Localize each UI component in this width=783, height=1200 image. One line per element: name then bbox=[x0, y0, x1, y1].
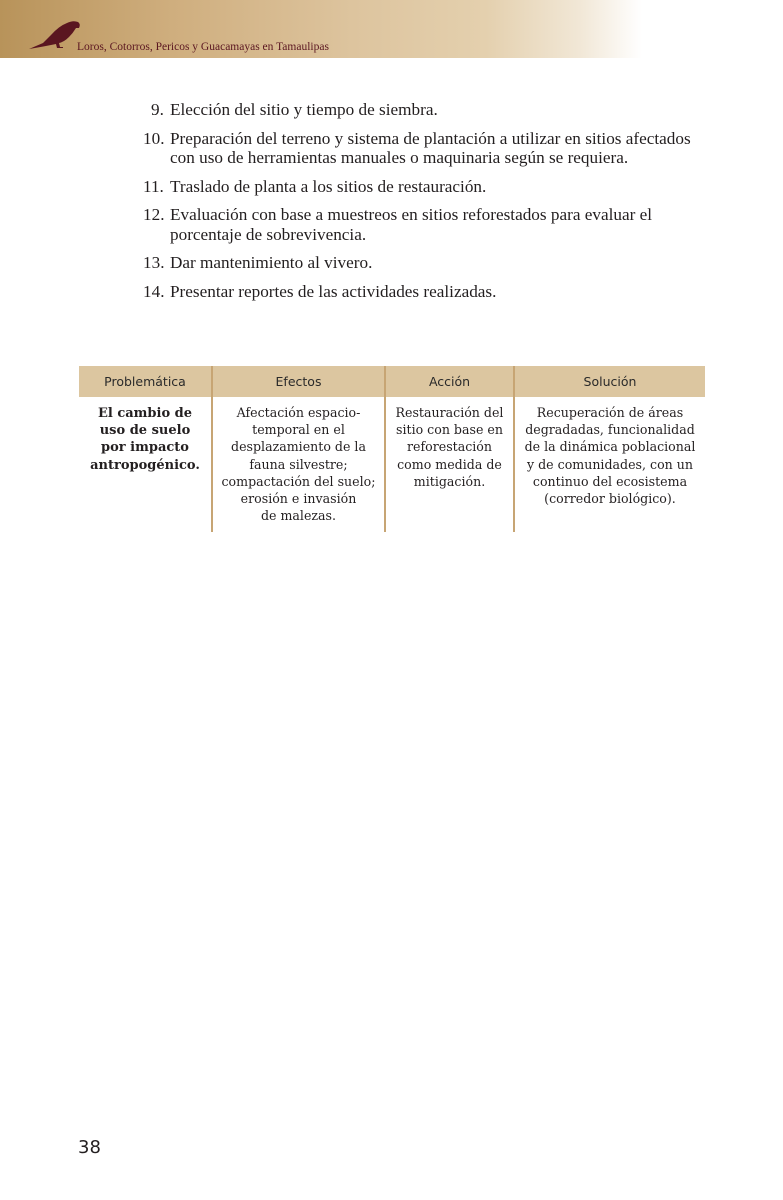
list-item-text: Elección del sitio y tiempo de siembra. bbox=[170, 100, 438, 119]
list-item-text: Traslado de planta a los sitios de restauración. bbox=[170, 176, 487, 196]
list-item-text: Dar mantenimiento al vivero. bbox=[170, 253, 373, 272]
parrot-silhouette-icon bbox=[29, 20, 81, 51]
column-header-accion: Acción bbox=[386, 366, 515, 397]
column-header-problematica: Problemática bbox=[79, 366, 213, 397]
list-item-text: Evaluación con base a muestreos en sitios reforestados para evaluar el porcentaje de sobrevivencia. bbox=[170, 205, 653, 244]
list-item bbox=[143, 129, 703, 168]
list-item-text: Preparación del terreno y sistema de plantación a utilizar en sitios afectados con uso de herramientas manuales o maquinaria según se requiera. bbox=[170, 128, 691, 167]
table-row bbox=[79, 397, 705, 532]
table-header-row bbox=[79, 366, 705, 397]
page-header bbox=[0, 0, 783, 58]
list-item bbox=[143, 177, 703, 197]
column-header-efectos: Efectos bbox=[213, 366, 386, 397]
cell-solucion: Recuperación de áreas degradadas, funcionalidad de la dinámica poblacional y de comunidades, con un continuo del ecosistema (corredor biológico). bbox=[524, 405, 696, 507]
list-item bbox=[143, 282, 703, 302]
column-header-solucion: Solución bbox=[583, 374, 637, 389]
cell-problematica: El cambio de uso de suelo por impacto antropogénico. bbox=[79, 397, 213, 532]
list-item-number: 11. bbox=[143, 176, 164, 196]
running-header-title: Loros, Cotorros, Pericos y Guacamayas en Tamaulipas bbox=[77, 41, 329, 53]
list-item-text: Presentar reportes de las actividades realizadas. bbox=[170, 281, 497, 301]
list-item-number: 10. bbox=[143, 128, 165, 148]
cell-accion: Restauración del sitio con base en reforestación como medida de mitigación. bbox=[386, 397, 515, 532]
list-item bbox=[143, 253, 703, 273]
list-item-number: 9. bbox=[151, 100, 164, 119]
list-item bbox=[143, 100, 703, 120]
activity-list bbox=[143, 100, 703, 310]
list-item-number: 14. bbox=[143, 281, 165, 301]
page-number: 38 bbox=[78, 1137, 101, 1158]
problem-solution-table bbox=[79, 366, 705, 532]
list-item-number: 13. bbox=[143, 253, 165, 272]
list-item-number: 12. bbox=[143, 205, 165, 224]
cell-efectos: Afectación espacio- temporal en el desplazamiento de la fauna silvestre; compactación del suelo; erosión e invasión de malezas. bbox=[213, 397, 386, 532]
list-item bbox=[143, 205, 703, 244]
